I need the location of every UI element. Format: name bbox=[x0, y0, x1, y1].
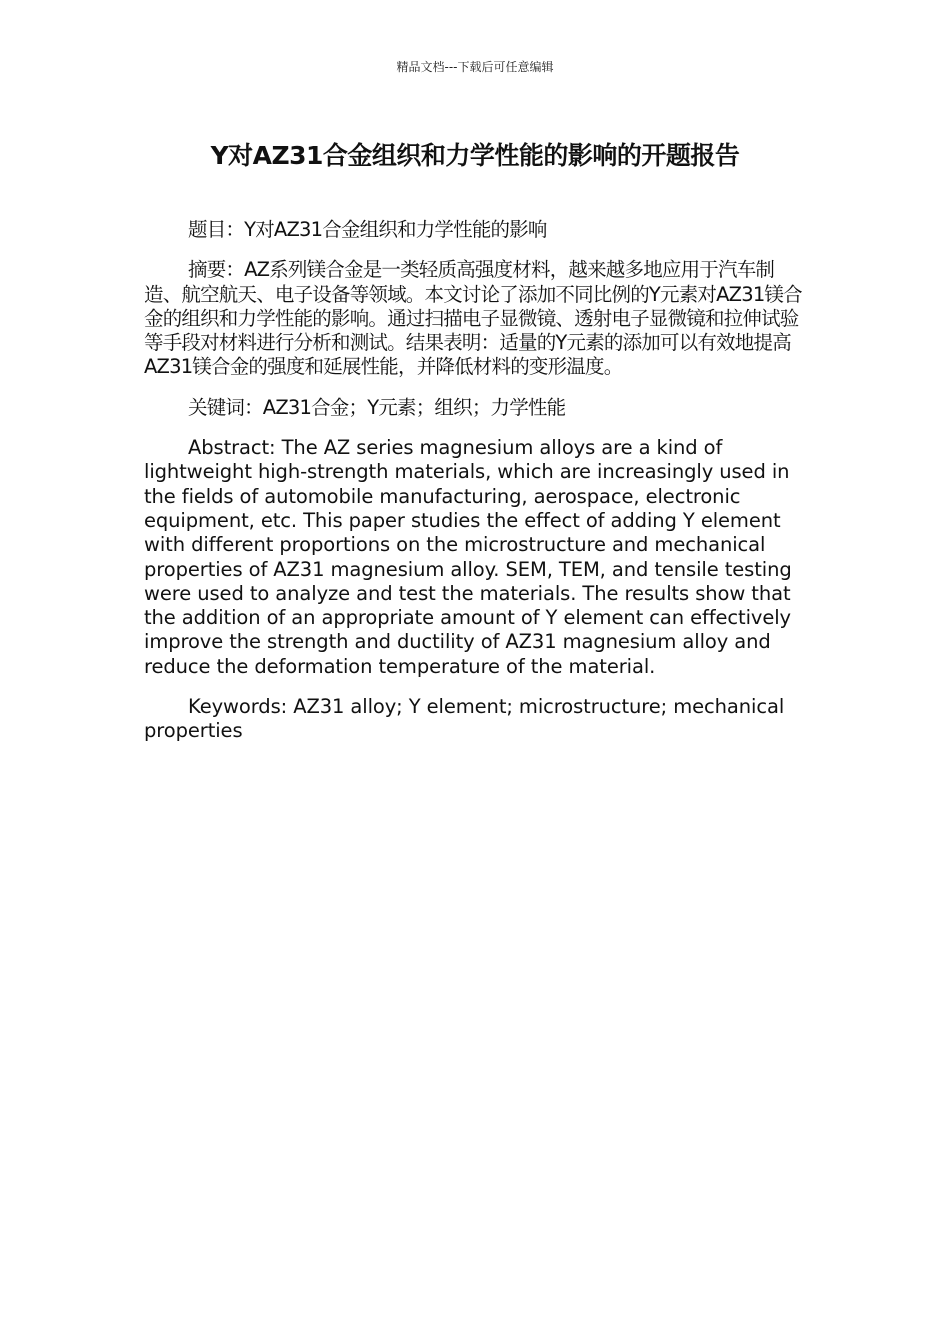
topic-line: 题目：Y对AZ31合金组织和力学性能的影响 bbox=[188, 218, 547, 241]
chinese-abstract: 摘要：AZ系列镁合金是一类轻质高强度材料，越来越多地应用于汽车制造、航空航天、电子设备等领域。本文讨论了添加不同比例的Y元素对AZ31镁合金的组织和力学性能的影响。通过扫描电子显微镜、透射电子显微镜和拉伸试验等手段对材料进行分析和测试。结果表明：适量的Y元素的添加可以有效地提高AZ31镁合金的强度和延展性能，并降低材料的变形温度。 bbox=[144, 258, 802, 379]
english-keywords: Keywords: AZ31 alloy; Y element; microstructure; mechanical properties bbox=[144, 695, 785, 743]
chinese-keywords: 关键词：AZ31合金；Y元素；组织；力学性能 bbox=[188, 395, 566, 419]
document-title: Y对AZ31合金组织和力学性能的影响的开题报告 bbox=[210, 141, 740, 170]
page-header-watermark: 精品文档---下载后可任意编辑 bbox=[396, 60, 554, 74]
document-body bbox=[144, 218, 806, 760]
english-abstract: Abstract: The AZ series magnesium alloys are a kind of lightweight high-strength materials, which are increasingly used in the fields of automobile manufacturing, aerospace, electronic equipment, etc. This paper studies the effect of adding Y element with different proportions on the microstructure and mechanical properties of AZ31 magnesium alloy. SEM, TEM, and tensile testing were used to analyze and test the materials. The results show that the addition of an appropriate amount of Y element can effectively improve the strength and ductility of AZ31 magnesium alloy and reduce the deformation temperature of the material. bbox=[144, 436, 792, 678]
